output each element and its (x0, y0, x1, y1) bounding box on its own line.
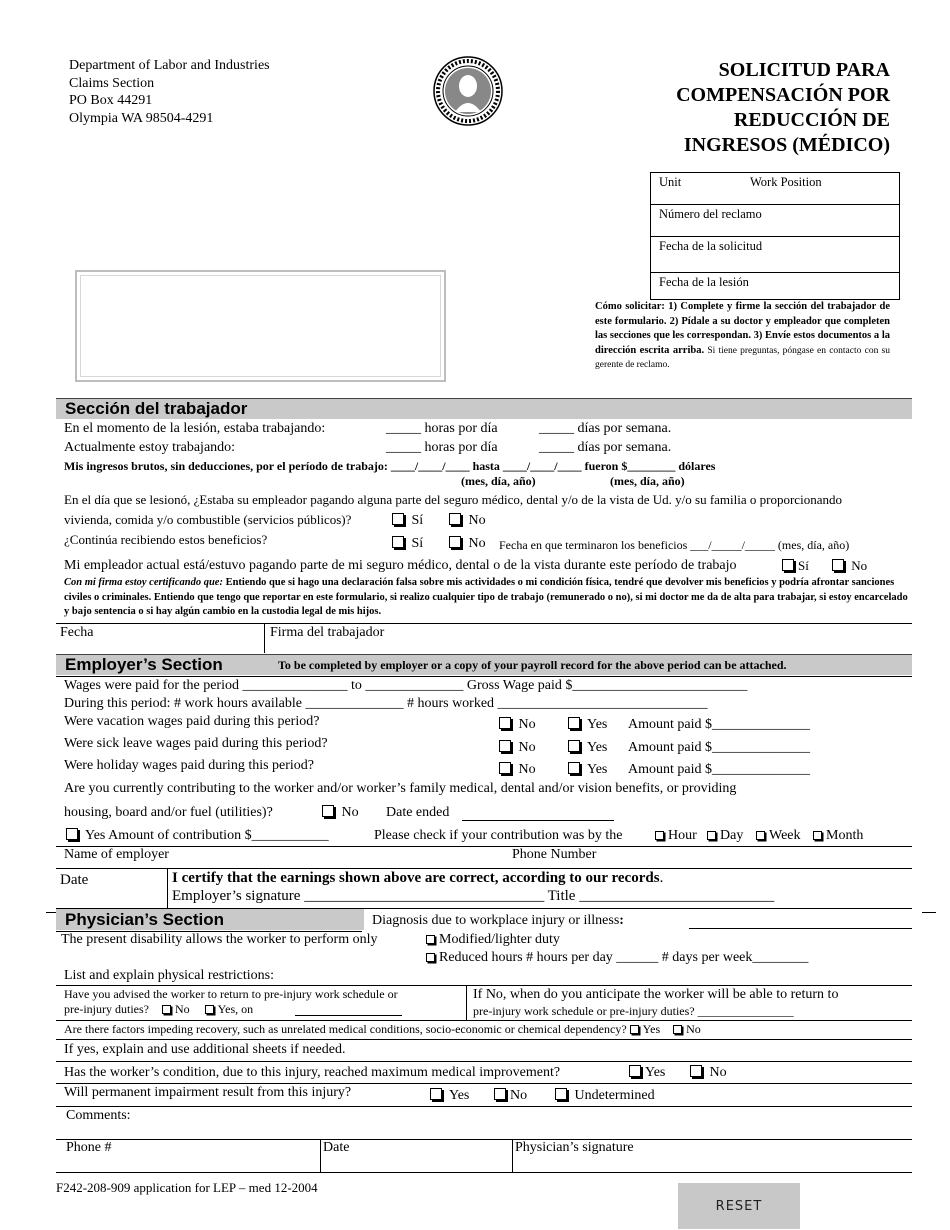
explain-factors-field[interactable]: If yes, explain and use additional sheets if needed. (64, 1042, 346, 1057)
claim-number-field[interactable]: Número del reclamo (651, 205, 899, 237)
checkbox-icon (430, 1088, 442, 1100)
checkbox-icon (392, 513, 404, 525)
date-format-label: (mes, día, año) (610, 474, 685, 488)
gross-income-line[interactable]: Mis ingresos brutos, sin deducciones, por el período de trabajo: ____/____/____ hasta ____/____/____ fueron $________ dólares (64, 459, 716, 473)
unit-field[interactable]: Unit Work Position (651, 173, 899, 205)
holiday-wages-question: Were holiday wages paid during this period? (64, 758, 315, 773)
employer-paying-si-checkbox[interactable]: Sí (782, 558, 809, 574)
impairment-undetermined-checkbox[interactable]: Undetermined (555, 1088, 655, 1104)
physician-phone-field[interactable]: Phone # (66, 1140, 112, 1155)
recovery-factors-question: Are there factors impeding recovery, such as unrelated medical conditions, socio-economic or chemical dependency? Yes No (64, 1022, 701, 1036)
employer-contribution-question: Are you currently contributing to the worker and/or worker’s family medical, dental and/or vision benefits, or providing (64, 781, 737, 796)
checkbox-icon (66, 828, 78, 840)
employer-certify-statement: I certify that the earnings shown above are correct, according to our records. (172, 870, 664, 886)
advised-yes-checkbox[interactable]: Yes, on (205, 1002, 253, 1016)
checkbox-icon (392, 536, 404, 548)
continue-no-checkbox[interactable]: No (449, 536, 486, 552)
employer-date-field[interactable]: Date (60, 872, 89, 888)
anticipate-return-question: If No, when do you anticipate the worker will be able to return to (473, 987, 839, 1002)
comments-field[interactable]: Comments: (66, 1108, 131, 1123)
vacation-no-checkbox[interactable]: No (499, 717, 536, 733)
contribution-day-checkbox[interactable]: Day (707, 828, 743, 844)
employer-section-subtitle: To be completed by employer or a copy of your payroll record for the above period can be attached. (278, 658, 787, 672)
checkbox-icon (205, 1005, 214, 1014)
checkbox-icon (426, 935, 435, 944)
modified-duty-checkbox[interactable]: Modified/lighter duty (426, 932, 560, 948)
employer-name-field[interactable]: Name of employer (64, 847, 169, 862)
mailing-address-window (75, 270, 446, 382)
worker-signature-field[interactable]: Firma del trabajador (270, 625, 385, 640)
checkbox-icon (555, 1088, 567, 1100)
anticipate-return-field[interactable]: pre-injury work schedule or pre-injury duties? ________________ (473, 1004, 794, 1018)
employer-signature-line[interactable]: Employer’s signature ________________________________ Title __________________________ (172, 888, 775, 904)
claim-id-box (650, 172, 900, 300)
reset-button[interactable]: RESET (678, 1183, 800, 1229)
continue-benefits-question: ¿Continúa recibiendo estos beneficios? (64, 532, 268, 547)
injury-date-field[interactable]: Fecha de la lesión (659, 275, 749, 289)
checkbox-icon (690, 1065, 702, 1077)
current-employer-paying-line: Mi empleador actual está/estuvo pagando parte de mi seguro médico, dental o de la vista durante este período de trabajo (64, 558, 737, 573)
advised-return-options: pre-injury duties? No Yes, on (64, 1002, 254, 1016)
checkbox-icon (655, 831, 664, 840)
date-format-label: (mes, día, año) (461, 474, 536, 488)
mmi-yes-checkbox[interactable]: Yes (629, 1065, 665, 1081)
sick-yes-checkbox[interactable]: Yes (568, 740, 607, 756)
contribution-month-checkbox[interactable]: Month (813, 828, 863, 844)
employer-phone-field[interactable]: Phone Number (512, 847, 597, 862)
sick-amount-field[interactable]: Amount paid $______________ (628, 740, 810, 755)
days-per-week-at-injury[interactable]: _____ días por semana. (539, 421, 672, 436)
checkbox-icon (449, 536, 461, 548)
checkbox-icon (426, 953, 435, 962)
form-number-footer: F242-208-909 application for LEP – med 12-2004 (56, 1180, 318, 1195)
sick-wages-question: Were sick leave wages paid during this period? (64, 736, 328, 751)
application-date-field[interactable]: Fecha de la solicitud (651, 237, 899, 273)
advised-no-checkbox[interactable]: No (162, 1002, 190, 1016)
holiday-yes-checkbox[interactable]: Yes (568, 762, 607, 778)
mmi-no-checkbox[interactable]: No (690, 1065, 727, 1081)
benefits-question-line: En el día que se lesionó, ¿Estaba su empleador pagando alguna parte del seguro médico, dental y/o de la vista de Ud. y/o su familia o proporcionando (64, 492, 842, 507)
checkbox-icon (630, 1025, 639, 1034)
hours-per-day-at-injury[interactable]: _____ horas por día (386, 421, 498, 436)
advised-return-question: Have you advised the worker to return to pre-injury work schedule or (64, 987, 398, 1001)
advised-yes-date-field[interactable] (295, 1015, 402, 1016)
contribution-yes-checkbox[interactable]: Yes Amount of contribution $___________ (66, 828, 329, 844)
benefits-si-checkbox[interactable]: Sí (392, 513, 423, 529)
how-to-apply-instructions: Cómo solicitar: 1) Complete y firme la sección del trabajador de este formulario. 2) Pídale a su doctor y empleador que completen las secciones que les correspondan. 3) Envíe estos documentos a la dirección escrita arriba. Si tiene preguntas, póngase en contacto con su gerente de reclamo. (595, 301, 890, 370)
state-seal-icon (433, 56, 503, 126)
diagnosis-field[interactable] (689, 928, 912, 929)
physician-section-title: Physician’s Section (65, 910, 225, 929)
restrictions-label[interactable]: List and explain physical restrictions: (64, 968, 274, 983)
checkbox-icon (673, 1025, 682, 1034)
vacation-yes-checkbox[interactable]: Yes (568, 717, 607, 733)
benefits-no-checkbox[interactable]: No (449, 513, 486, 529)
impairment-no-checkbox[interactable]: No (494, 1088, 527, 1104)
physician-date-field[interactable]: Date (323, 1140, 350, 1155)
reduced-hours-checkbox[interactable]: Reduced hours # hours per day ______ # days per week________ (426, 950, 808, 966)
hours-per-day-current[interactable]: _____ horas por día (386, 440, 498, 455)
checkbox-icon (162, 1005, 171, 1014)
checkbox-icon (322, 805, 334, 817)
checkbox-icon (629, 1065, 641, 1077)
work-hours-line[interactable]: During this period: # work hours available ______________ # hours worked ______________________________ (64, 696, 708, 711)
benefits-question-line-2: vivienda, comida y/o combustible (servicios públicos)? (64, 512, 352, 527)
vacation-wages-question: Were vacation wages paid during this period? (64, 714, 320, 729)
checkbox-icon (494, 1088, 506, 1100)
mmi-question: Has the worker’s condition, due to this injury, reached maximum medical improvement? (64, 1065, 561, 1080)
form-title: SOLICITUD PARA COMPENSACIÓN POR REDUCCIÓN DE INGRESOS (MÉDICO) (676, 59, 890, 156)
contribution-no-checkbox[interactable]: No (322, 805, 359, 821)
checkbox-icon (782, 559, 794, 571)
checkbox-icon (568, 740, 580, 752)
employer-contribution-question-2: housing, board and/or fuel (utilities)? (64, 805, 273, 820)
worker-line-at-injury: En el momento de la lesión, estaba trabajando: (64, 421, 326, 436)
checkbox-icon (756, 831, 765, 840)
contribution-week-checkbox[interactable]: Week (756, 828, 801, 844)
employer-section-title: Employer’s Section (65, 655, 223, 674)
contribution-type-label: Please check if your contribution was by the (374, 828, 623, 843)
contribution-hour-checkbox[interactable]: Hour (655, 828, 697, 844)
continue-si-checkbox[interactable]: Sí (392, 536, 423, 552)
physician-signature-field[interactable]: Physician’s signature (515, 1140, 634, 1155)
diagnosis-label: Diagnosis due to workplace injury or illness: (372, 913, 624, 928)
impairment-yes-checkbox[interactable]: Yes (430, 1088, 469, 1104)
impairment-question: Will permanent impairment result from this injury? (64, 1085, 352, 1100)
date-ended-field[interactable] (462, 820, 614, 821)
checkbox-icon (499, 762, 511, 774)
checkbox-icon (499, 740, 511, 752)
checkbox-icon (568, 762, 580, 774)
checkbox-icon (707, 831, 716, 840)
department-address: Department of Labor and Industries Claims Section PO Box 44291 Olympia WA 98504-4291 (69, 58, 270, 126)
days-per-week-current[interactable]: _____ días por semana. (539, 440, 672, 455)
date-ended-label: Date ended (386, 805, 450, 820)
checkbox-icon (813, 831, 822, 840)
factors-no-checkbox[interactable]: No (673, 1022, 701, 1036)
worker-certification: Con mi firma estoy certificando que: Entiendo que si hago una declaración falsa sobre mis actividades o mi condición física, tendré que devolver mis beneficios y podría afrontar sanciones civiles o criminales. Entiendo que tengo que reportar en este formulario, si realizo cualquier tipo de trabajo (remunerado o no), si mi doctor me da de alta para trabajar, si estoy encarcelado y bajo sentencia o si hay algún cambio en la custodia legal de mis hijos. (64, 577, 908, 617)
employer-paying-no-checkbox[interactable]: No (832, 558, 867, 574)
benefits-end-date[interactable]: Fecha en que terminaron los beneficios ___/_____/_____ (mes, día, año) (499, 538, 850, 552)
holiday-amount-field[interactable]: Amount paid $______________ (628, 762, 810, 777)
wage-period-line[interactable]: Wages were paid for the period _______________ to ______________ Gross Wage paid $_________________________ (64, 678, 748, 693)
holiday-no-checkbox[interactable]: No (499, 762, 536, 778)
disability-allows-label: The present disability allows the worker to perform only (61, 932, 378, 947)
factors-yes-checkbox[interactable]: Yes (630, 1022, 660, 1036)
sick-no-checkbox[interactable]: No (499, 740, 536, 756)
checkbox-icon (449, 513, 461, 525)
checkbox-icon (499, 717, 511, 729)
worker-date-field[interactable]: Fecha (60, 625, 94, 640)
checkbox-icon (568, 717, 580, 729)
worker-line-currently: Actualmente estoy trabajando: (64, 440, 236, 455)
checkbox-icon (832, 559, 844, 571)
vacation-amount-field[interactable]: Amount paid $______________ (628, 717, 810, 732)
worker-section-title: Sección del trabajador (65, 399, 248, 418)
